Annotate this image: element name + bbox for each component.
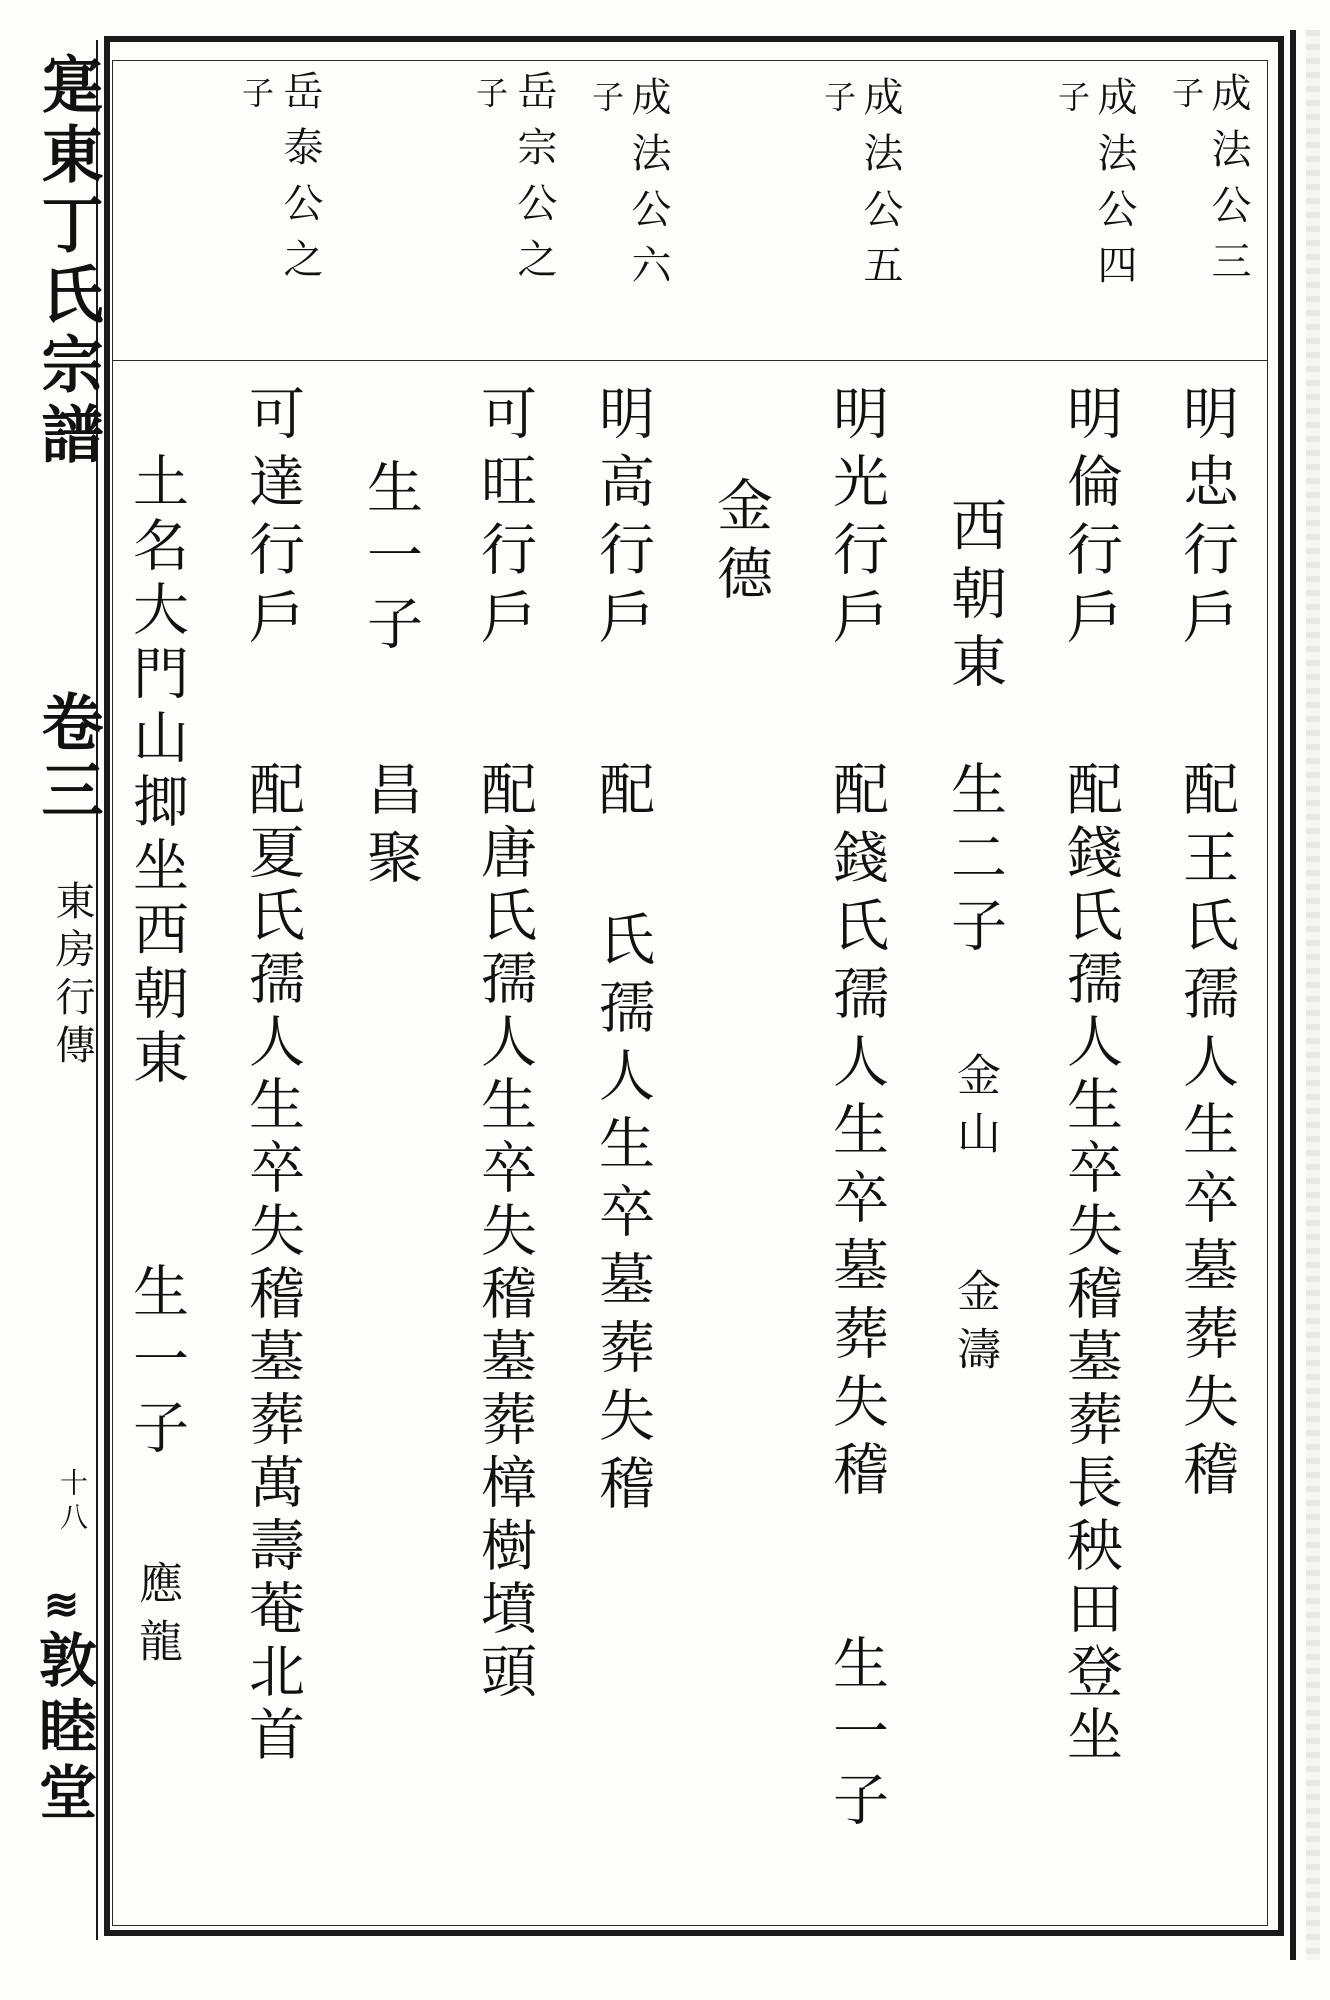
page-number: 十八 xyxy=(56,1468,89,1536)
entry-name-10: 土名大門山揤坐西朝東 xyxy=(124,452,189,1092)
volume-label: 卷三 xyxy=(31,690,104,826)
entry-detail-2: 配錢氏孺人生卒失稽墓葬長秧田登坐 xyxy=(1058,760,1123,1768)
header-lineage-5: 岳宗公之 xyxy=(511,70,557,294)
entry-detail-6b: 氏孺人生卒墓葬失稽 xyxy=(590,910,655,1522)
header-suffix-2: 子 xyxy=(1053,80,1091,128)
entry-detail-1: 配王氏孺人生卒墓葬失稽 xyxy=(1174,760,1239,1508)
son-name-3: 應龍 xyxy=(131,1560,182,1676)
entry-detail-7: 配唐氏孺人生卒失稽墓葬樟樹墳頭 xyxy=(472,760,537,1705)
entry-name-6: 明高行戶 xyxy=(590,384,655,656)
entry-detail-6a: 配 xyxy=(590,760,655,828)
son-name-1: 金山 xyxy=(949,1052,1000,1168)
entry-name-8: 生一子 xyxy=(358,458,423,662)
header-suffix-3: 子 xyxy=(819,80,857,128)
entry-name-4: 明光行戶 xyxy=(824,384,889,656)
book-title: 寔東丁氏宗譜 xyxy=(31,52,104,472)
entry-name-5: 金德 xyxy=(708,476,773,612)
entry-tail-4: 生一子 xyxy=(824,1634,889,1838)
entry-detail-4: 配錢氏孺人生卒墓葬失稽 xyxy=(824,760,889,1508)
entry-name-2: 明倫行戶 xyxy=(1058,384,1123,656)
header-lineage-2: 成法公四 xyxy=(1091,76,1137,300)
entry-name-3: 西朝東 xyxy=(942,496,1007,700)
entry-detail-10: 生一子 xyxy=(124,1262,189,1466)
header-lineage-6: 岳泰公之 xyxy=(277,70,323,294)
fishtail-ornament-icon: ≋ xyxy=(37,1580,86,1629)
entry-name-9: 可達行戶 xyxy=(240,384,305,656)
entry-detail-3: 生二子 xyxy=(942,760,1007,964)
header-suffix-5: 子 xyxy=(471,76,509,124)
entry-detail-8: 昌聚 xyxy=(358,760,423,896)
page-edge-rule xyxy=(1290,30,1296,1960)
son-name-2: 金濤 xyxy=(949,1268,1000,1384)
entry-name-7: 可旺行戶 xyxy=(472,384,537,656)
header-lineage-4: 成法公六 xyxy=(625,76,671,300)
page-edge-strip xyxy=(1306,30,1320,1960)
entry-detail-9: 配夏氏孺人生卒失稽墓葬萬壽菴北首 xyxy=(240,760,305,1768)
header-lineage-1: 成法公三 xyxy=(1205,72,1251,296)
entry-name-1: 明忠行戶 xyxy=(1174,384,1239,656)
hall-name: 敦睦堂 xyxy=(29,1630,97,1828)
header-suffix-1: 子 xyxy=(1167,76,1205,124)
header-suffix-4: 子 xyxy=(587,80,625,128)
header-lineage-3: 成法公五 xyxy=(857,76,903,300)
header-divider xyxy=(112,360,1268,361)
section-label: 東房行傳 xyxy=(49,880,95,1072)
header-suffix-6: 子 xyxy=(237,76,275,124)
